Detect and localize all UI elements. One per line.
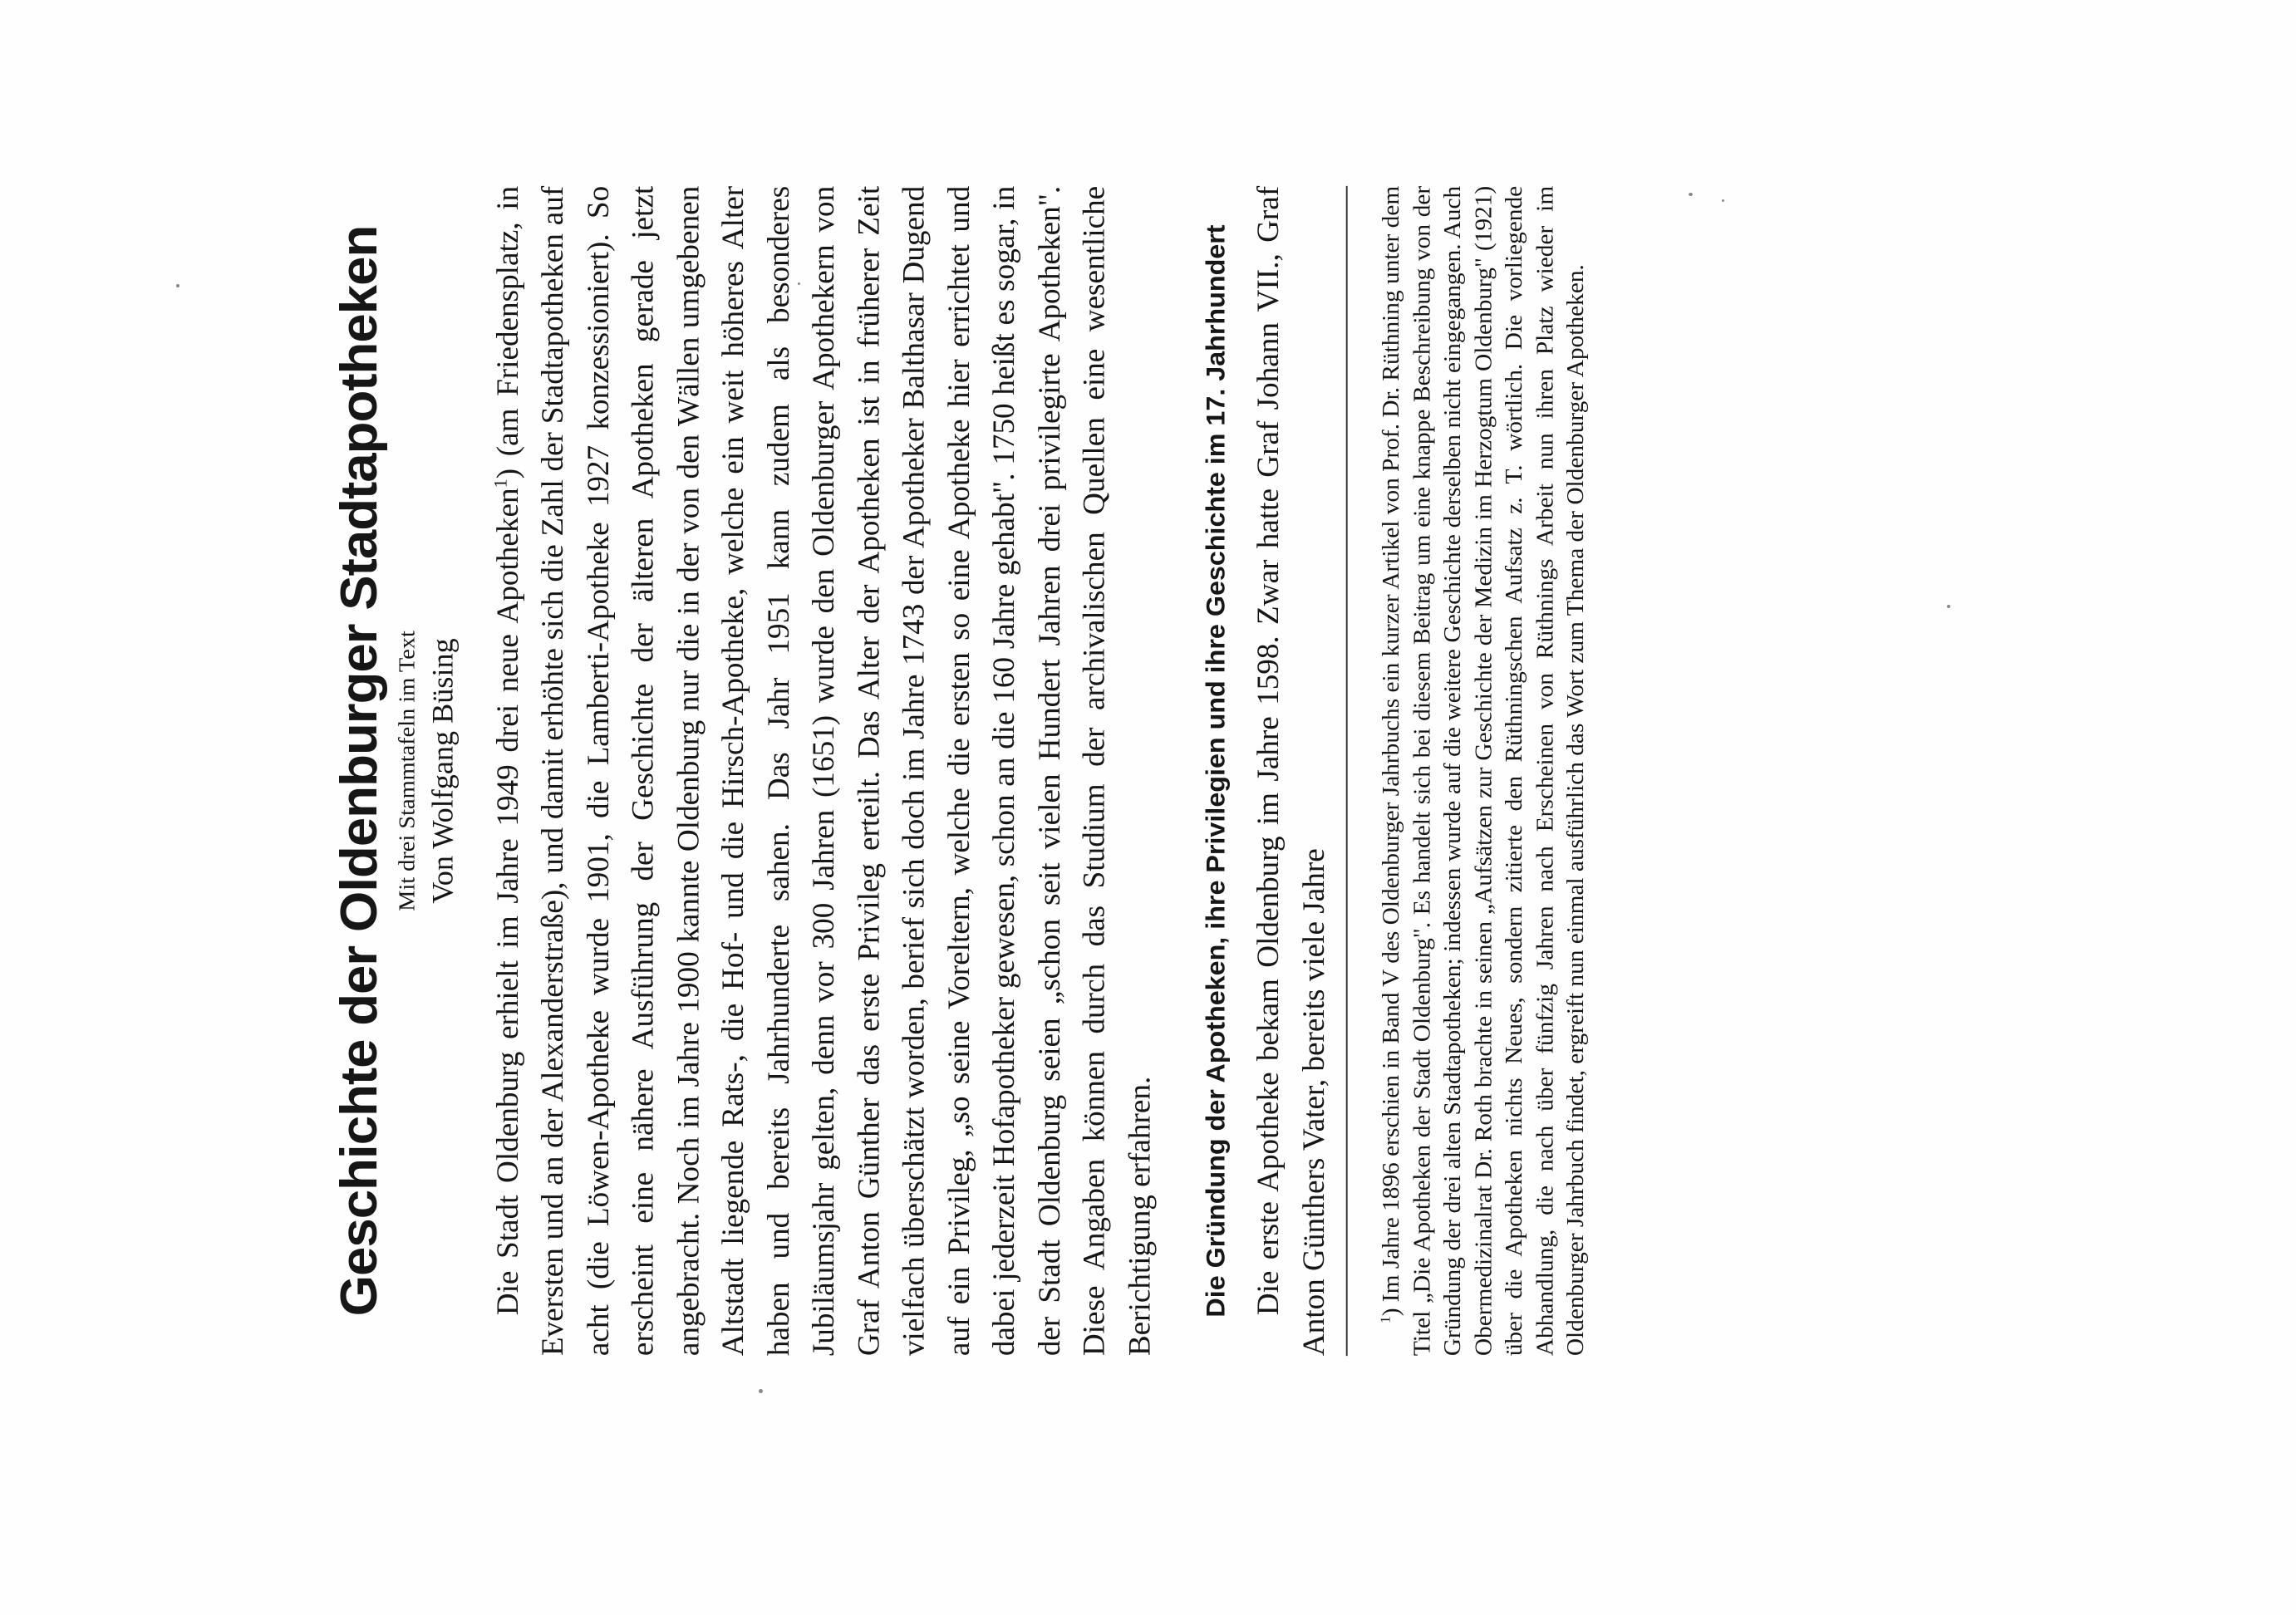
scan-speck (176, 284, 179, 287)
footnote-reference: 1 (490, 479, 511, 488)
intro-paragraph (479, 186, 1163, 1356)
article-title: Geschichte der Oldenburger Stadtapotheken (329, 225, 388, 1317)
footnote-label: 1 (1377, 1316, 1394, 1324)
scan-speck (1947, 605, 1950, 608)
article-subtitle: Mit drei Stammtafeln im Text (394, 631, 420, 911)
intro-text-rest: ) (am Friedensplatz, in Eversten und an der Alexanderstraße), und damit erhöhte sich die Zahl der Stadtapotheken auf acht (die Löwen-Apotheke wurde 1901, die Lamberti-Apotheke 1927 konzessioniert). So erscheint eine nähere Ausführung der Geschichte der älteren Apotheken gerade jetzt angebracht. Noch im Jahre 1900 kannte Oldenburg nur die in der von den Wällen umgebenen Altstadt liegende Rats-, die Hof- und die Hirsch-Apotheke, welche ein weit höheres Alter haben und bereits Jahrhunderte sahen. Das Jahr 1951 kann zudem als besonderes Jubiläumsjahr gelten, denn vor 300 Jahren (1651) wurde den Oldenburger Apothekern von Graf Anton Günther das erste Privileg erteilt. Das Alter der Apotheken ist in früherer Zeit vielfach überschätzt worden, berief sich doch im Jahre 1743 der Apotheker Balthasar Dugend auf ein Privileg, „so seine Voreltern, welche die ersten so eine Apotheke hier errichtet und dabei jederzeit Hofapotheker gewesen, schon an die 160 Jahre gehabt". 1750 heißt es sogar, in der Stadt Oldenburg seien „schon seit vielen Hundert Jahren drei privilegirte Apotheken". Diese Angaben können durch das Studium der archivalischen Quellen eine wesentliche Berichtigung erfahren. (491, 185, 1157, 1357)
article-byline: Von Wolfgang Büsing (426, 638, 460, 904)
scan-speck (759, 1389, 763, 1393)
footnote-text: ) Im Jahre 1896 erschien in Band V des Oldenburger Jahrbuchs ein kurzer Artikel von Prof. Dr. Rüthning unter dem Titel „Die Apotheken der Stadt Oldenburg". Es handelt sich bei diesem Beitrag um eine knappe Beschreibung von der Gründung der drei alten Stadtapotheken; indessen wurde auf die weitere Geschichte derselben nicht eingegangen. Auch Obermedizinalrat Dr. Roth brachte in seinen „Aufsätzen zur Geschichte der Medizin im Herzogtum Oldenburg" (1921) über die Apotheken nichts Neues, sondern zitierte den Rüthningschen Aufsatz z. T. wörtlich. Die vorliegende Abhandlung, die nach über fünfzig Jahren nach Erscheinen von Rüthnings Arbeit nun ihren Platz wieder im Oldenburger Jahrbuch findet, ergreift nun einmal ausführlich das Wort zum Thema der Oldenburger Apotheken. (1378, 185, 1590, 1357)
rotated-document-page (321, 186, 1870, 1356)
page-content (321, 186, 1592, 1356)
section-heading: Die Gründung der Apotheken, ihre Privilegien und ihre Geschichte im 17. Jahrhundert (1201, 224, 1231, 1318)
footnote-divider (1346, 186, 1348, 1356)
footnote (1370, 186, 1592, 1356)
section-paragraph: Die erste Apotheke bekam Oldenburg im Jahre 1598. Zwar hatte Graf Johann VII., Graf Anton Günthers Vater, bereits viele Jahre (1251, 185, 1331, 1357)
intro-text-start: Die Stadt Oldenburg erhielt im Jahre 1949 drei neue Apotheken (491, 488, 525, 1316)
